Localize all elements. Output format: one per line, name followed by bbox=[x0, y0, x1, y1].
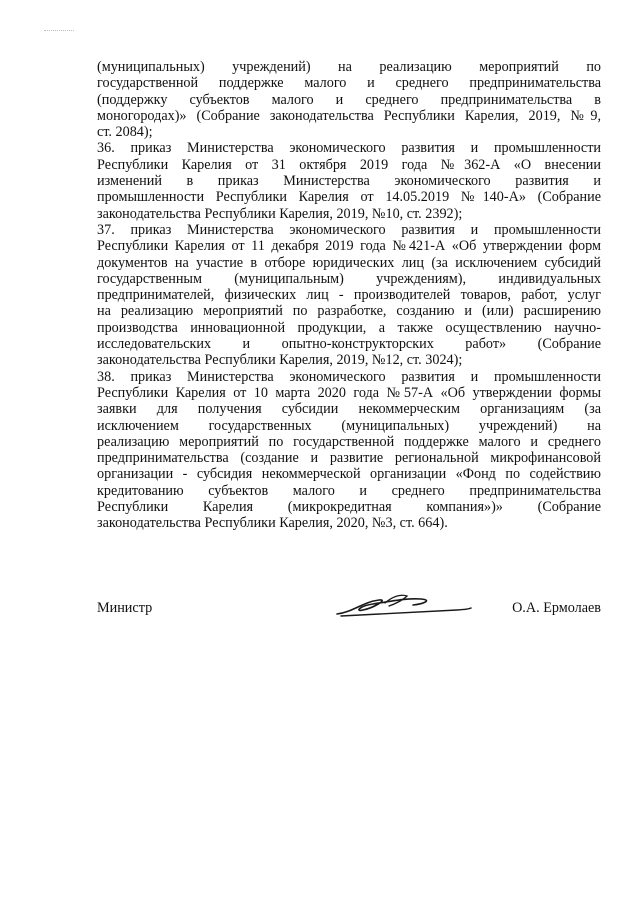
document-body bbox=[97, 59, 601, 532]
body-text-line: предпринимателей, физических лиц - производителей товаров, работ, услуг bbox=[97, 287, 601, 304]
body-text-line: документов на участие в отборе юридических лиц (за исключением субсидий bbox=[97, 254, 601, 271]
body-text-line: исследовательских и опытно-конструкторских работ» (Собрание bbox=[97, 336, 601, 353]
body-text-line: 36. приказ Министерства экономического развития и промышленности bbox=[97, 140, 601, 157]
body-text-line: ст. 2084); bbox=[97, 124, 153, 141]
body-text-line: (поддержку субъектов малого и среднего предпринимательства в bbox=[97, 91, 601, 108]
body-text-line: Республики Карелия от 11 декабря 2019 года №421-А «Об утверждении форм bbox=[97, 238, 601, 255]
body-text-line: законодательства Республики Карелия, 2020, №3, ст. 664). bbox=[97, 515, 448, 532]
body-text-line: (муниципальных) учреждений) на реализацию мероприятий по bbox=[97, 59, 601, 75]
body-text-line: государственным (муниципальным) учреждениям), индивидуальных bbox=[97, 270, 601, 287]
body-text-line: исключением государственных (муниципальных) учреждений) на bbox=[97, 417, 601, 434]
body-text-line: государственной поддержке малого и среднего предпринимательства bbox=[97, 75, 601, 92]
body-text-line: 38. приказ Министерства экономического развития и промышленности bbox=[97, 368, 601, 385]
body-text-line: моногородах)» (Собрание законодательства Республики Карелия, 2019, №9, bbox=[97, 107, 601, 124]
body-text-line: реализацию мероприятий по государственной поддержке малого и среднего bbox=[97, 433, 601, 450]
body-text-line: на реализацию мероприятий по разработке, созданию и (или) расширению bbox=[97, 303, 601, 320]
scan-corner-mark bbox=[44, 30, 74, 32]
body-text-line: Республики Карелия (микрокредитная компания»)» (Собрание bbox=[97, 499, 601, 516]
body-text-line: кредитованию субъектов малого и среднего предпринимательства bbox=[97, 482, 601, 499]
body-text-line: 37. приказ Министерства экономического развития и промышленности bbox=[97, 221, 601, 238]
body-text-line: предпринимательства (создание и развитие региональной микрофинансовой bbox=[97, 450, 601, 467]
body-text-line: Республики Карелия от 31 октября 2019 года №362-А «О внесении bbox=[97, 156, 601, 173]
body-text-line: Республики Карелия от 10 марта 2020 года №57-А «Об утверждении формы bbox=[97, 384, 601, 401]
body-text-line: законодательства Республики Карелия, 2019, №10, ст. 2392); bbox=[97, 205, 463, 222]
body-text-line: производства инновационной продукции, а также осуществлению научно- bbox=[97, 319, 601, 336]
body-text-line: законодательства Республики Карелия, 2019, №12, ст. 3024); bbox=[97, 352, 463, 369]
signatory-title: Министр bbox=[97, 600, 153, 616]
handwritten-signature bbox=[333, 590, 473, 622]
body-text-line: организации - субсидия некоммерческой организации «Фонд по содействию bbox=[97, 466, 601, 483]
body-text-line: заявки для получения субсидии некоммерческим организациям (за bbox=[97, 401, 601, 418]
signature-block bbox=[97, 596, 601, 626]
signatory-name: О.А. Ермолаев bbox=[512, 600, 601, 616]
body-text-line: промышленности Республики Карелия от 14.05.2019 №140-А» (Собрание bbox=[97, 189, 601, 206]
body-text-line: изменений в приказ Министерства экономического развития и bbox=[97, 173, 601, 190]
